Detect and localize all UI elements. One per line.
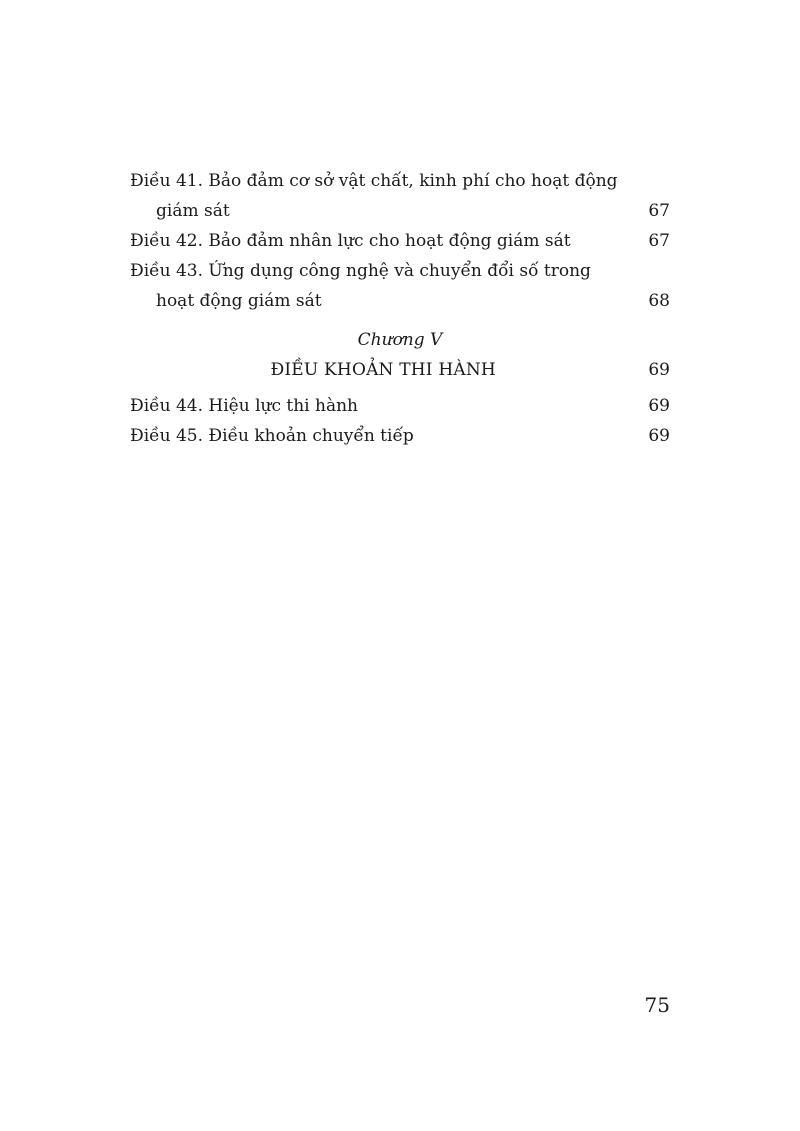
toc-entry-dieu-43[interactable]	[130, 256, 670, 316]
toc-entry-dieu-44[interactable]	[130, 391, 670, 421]
toc-entry-dieu-42[interactable]	[130, 226, 670, 256]
toc-entry-title: Điều 45. Điều khoản chuyển tiếp	[130, 426, 414, 446]
toc-entry-title: Điều 43. Ứng dụng công nghệ và chuyển đổi số trong	[130, 261, 591, 281]
toc-page-number: 68	[648, 291, 670, 311]
toc-entry-line	[130, 286, 670, 316]
toc-page-number: 69	[648, 426, 670, 446]
chapter-label: Chương V	[357, 330, 443, 350]
toc-chapter-heading[interactable]	[130, 325, 670, 385]
chapter-title: ĐIỀU KHOẢN THI HÀNH	[270, 360, 496, 380]
toc-entry-title: Điều 41. Bảo đảm cơ sở vật chất, kinh phí cho hoạt động	[130, 171, 618, 191]
chapter-title-row	[130, 355, 670, 385]
toc-entry-dieu-45[interactable]	[130, 421, 670, 451]
table-of-contents	[130, 166, 670, 451]
toc-entry-line	[130, 226, 670, 256]
page-number: 75	[644, 993, 670, 1017]
toc-entry-line	[130, 256, 670, 286]
toc-entry-title: Điều 44. Hiệu lực thi hành	[130, 396, 358, 416]
toc-entry-title-continued: giám sát	[156, 201, 230, 221]
toc-entry-dieu-41[interactable]	[130, 166, 670, 226]
toc-entry-line	[130, 196, 670, 226]
toc-entry-line	[130, 391, 670, 421]
toc-entry-line	[130, 166, 670, 196]
toc-entry-title-continued: hoạt động giám sát	[156, 291, 322, 311]
toc-page-number: 67	[648, 231, 670, 251]
toc-entry-line	[130, 421, 670, 451]
toc-entry-title: Điều 42. Bảo đảm nhân lực cho hoạt động giám sát	[130, 231, 571, 251]
toc-page-number: 67	[648, 201, 670, 221]
toc-page-number: 69	[648, 396, 670, 416]
toc-page-number: 69	[648, 360, 670, 380]
